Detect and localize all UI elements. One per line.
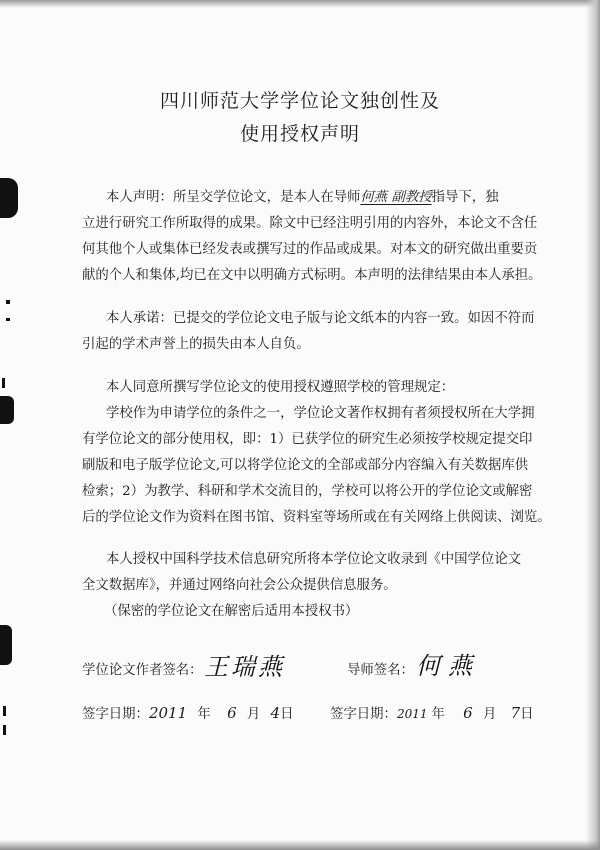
document-title-line2: 使用授权声明 — [239, 123, 360, 145]
declaration-line — [106, 186, 499, 205]
confidential-note: （保密的学位论文在解密后适用本授权书） — [104, 604, 359, 619]
declaration-text: 本人声明：所呈交学位论文，是本人在导师 — [106, 190, 361, 205]
binding-mark — [3, 706, 6, 716]
advisor-date-row — [330, 703, 534, 722]
scan-edge-bottom — [0, 840, 600, 850]
date-day-unit: 日 — [520, 707, 534, 722]
date-day: 4 — [270, 704, 281, 722]
advisor-signature-label: 导师签名： — [347, 663, 414, 678]
declaration-line: 何其他个人或集体已经发表或撰写过的作品或成果。对本文的研究做出重要贡 — [82, 242, 538, 257]
authorization-line: 后的学位论文作为资料在图书馆、资料室等场所或在有关网络上供阅读、浏览。 — [82, 510, 551, 525]
binding-mark — [0, 178, 18, 218]
declaration-line: 立进行研究工作所取得的成果。除文中已经注明引用的内容外，本论文不含任 — [82, 216, 538, 231]
binding-mark — [3, 725, 6, 735]
date-day-unit: 日 — [280, 707, 294, 722]
author-handwritten-signature: 王瑞燕 — [204, 653, 285, 681]
declaration-text: 指导下，独 — [431, 190, 499, 205]
declaration-line: 献的个人和集体,均已在文中以明确方式标明。本声明的法律结果由本人承担。 — [82, 268, 542, 283]
date-label: 签字日期： — [330, 707, 397, 722]
date-year-unit: 年 — [431, 707, 445, 722]
date-year: 2011 — [396, 707, 428, 721]
advisor-name-underlined: 何燕 副教授 — [360, 190, 432, 205]
document-title-line1: 四川师范大学学位论文独创性及 — [159, 90, 440, 112]
binding-mark — [6, 300, 10, 304]
binding-mark — [0, 396, 14, 424]
database-authorization-line: 本人授权中国科学技术信息研究所将本学位论文收录到《中国学位论文 — [106, 552, 522, 567]
date-month-unit: 月 — [246, 707, 261, 722]
scan-edge-top — [0, 0, 600, 8]
authorization-line: 本人同意所撰写学位论文的使用授权遵照学校的管理规定： — [106, 380, 455, 395]
binding-mark — [2, 378, 5, 388]
advisor-handwritten-signature: 何燕 — [416, 652, 480, 680]
authorization-line: 检索；2）为教学、科研和学术交流目的，学校可以将公开的学位论文或解密 — [82, 484, 533, 499]
authorization-line: 学校作为申请学位的条件之一，学位论文著作权拥有者须授权所在大学拥 — [106, 406, 535, 421]
commitment-line: 本人承诺：已提交的学位论文电子版与论文纸本的内容一致。如因不符而 — [106, 311, 535, 326]
date-month: 6 — [463, 704, 473, 722]
binding-mark — [0, 625, 12, 665]
date-month-unit: 月 — [482, 707, 497, 722]
author-date-row — [82, 703, 293, 722]
binding-mark — [6, 318, 10, 321]
author-signature-label: 学位论文作者签名： — [82, 663, 203, 678]
database-authorization-line: 全文数据库》，并通过网络向社会公众提供信息服务。 — [82, 578, 397, 593]
date-year: 2011 — [148, 704, 188, 722]
date-label: 签字日期： — [82, 707, 149, 722]
date-month: 6 — [227, 704, 237, 722]
date-day: 7 — [510, 704, 521, 722]
authorization-line: 刷版和电子版学位论文,可以将学位论文的全部或部分内容编入有关数据库供 — [82, 458, 529, 473]
authorization-line: 有学位论文的部分使用权，即：1）已获学位的研究生必须按学校规定提交印 — [82, 432, 533, 447]
date-year-unit: 年 — [197, 707, 211, 722]
commitment-line: 引起的学术声誉上的损失由本人自负。 — [82, 337, 310, 352]
